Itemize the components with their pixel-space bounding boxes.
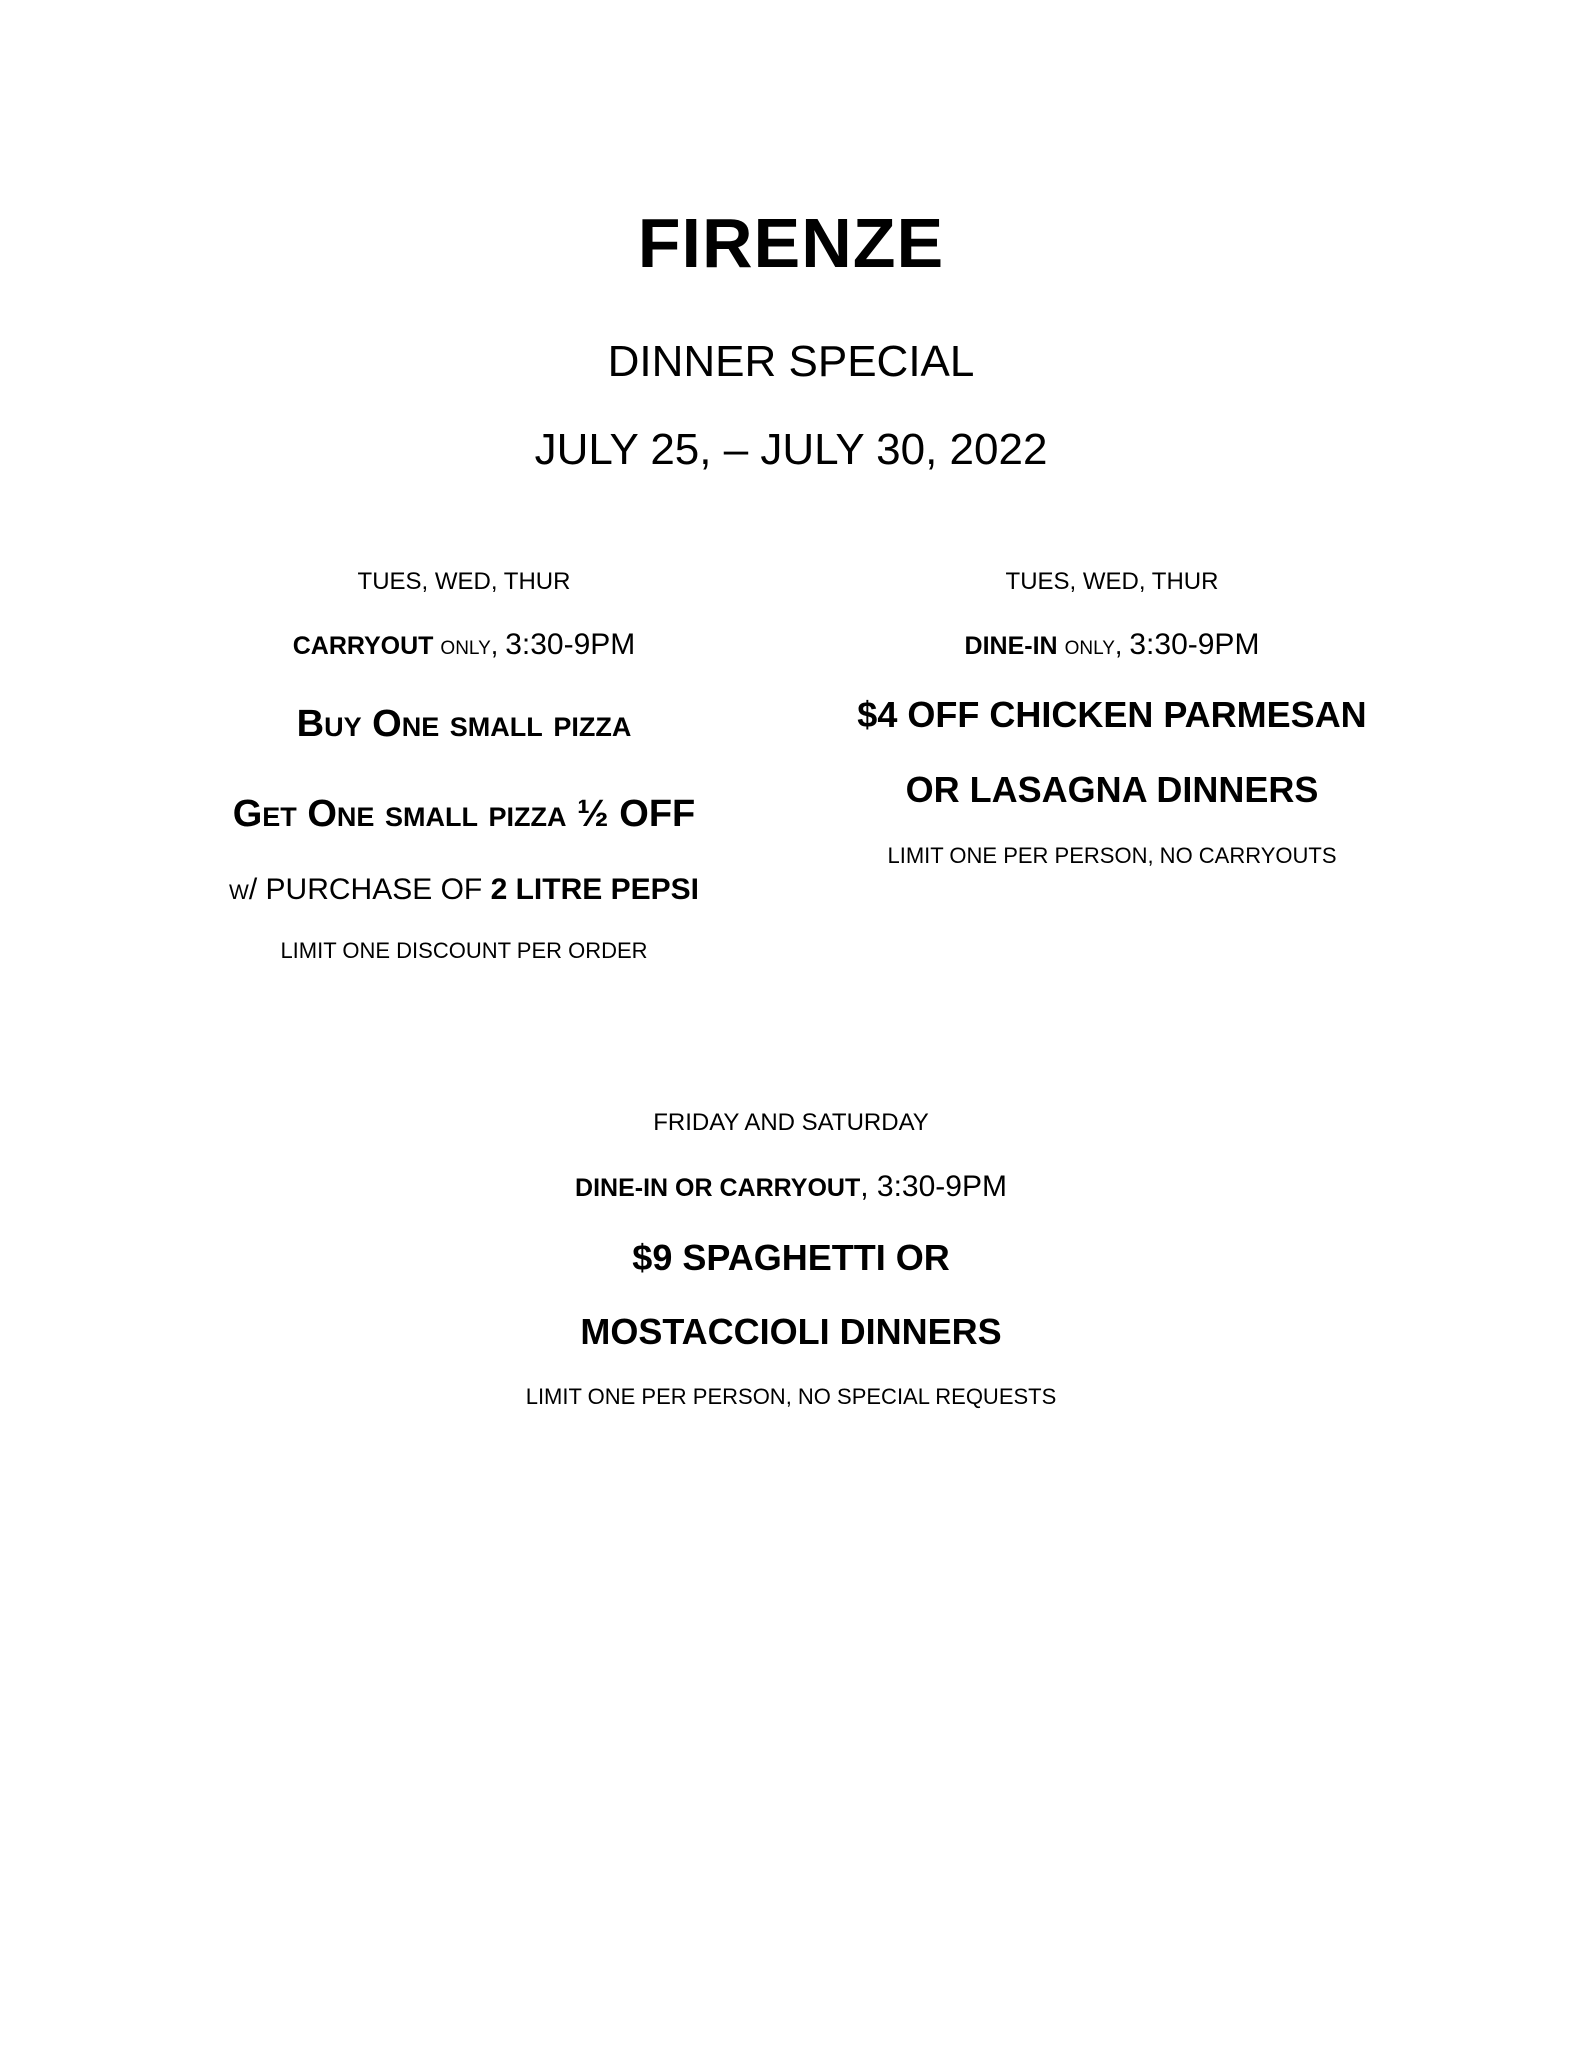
right-special-time: 3:30-9PM bbox=[1129, 628, 1260, 661]
left-special-purchase-item: 2 LITRE PEPSI bbox=[490, 873, 699, 906]
left-special-purchase-prefix: w/ bbox=[229, 873, 258, 906]
right-special-offer-line1: $4 OFF CHICKEN PARMESAN bbox=[857, 694, 1367, 735]
right-special-offer-line2: OR LASAGNA DINNERS bbox=[905, 769, 1319, 810]
left-special-purchase-text: PURCHASE OF bbox=[265, 873, 483, 906]
weekend-special-limit: LIMIT ONE PER PERSON, NO SPECIAL REQUESTS bbox=[525, 1384, 1057, 1409]
right-special-service: DINE-IN bbox=[964, 632, 1058, 660]
weekend-special-service: DINE-IN OR CARRYOUT bbox=[575, 1174, 861, 1202]
weekend-special-days: FRIDAY AND SATURDAY bbox=[653, 1109, 929, 1136]
weekend-special-offer-line2: MOSTACCIOLI DINNERS bbox=[580, 1311, 1002, 1352]
weekend-special-offer-line1: $9 SPAGHETTI OR bbox=[632, 1237, 950, 1278]
left-special-offer-line1: Buy One small pizza bbox=[296, 703, 632, 745]
left-special-service: CARRYOUT bbox=[292, 632, 434, 660]
weekend-special-hours bbox=[575, 1172, 1007, 1202]
left-special-limit: LIMIT ONE DISCOUNT PER ORDER bbox=[280, 938, 648, 963]
page-subtitle: DINNER SPECIAL bbox=[607, 337, 975, 386]
right-special-limit: LIMIT ONE PER PERSON, NO CARRYOUTS bbox=[887, 843, 1337, 868]
left-special-hours bbox=[293, 630, 636, 660]
weekend-special-time: , 3:30-9PM bbox=[860, 1170, 1007, 1203]
left-special-only: only, bbox=[440, 630, 499, 660]
right-special-hours bbox=[965, 630, 1260, 660]
left-special-offer-line2: Get One small pizza ½ OFF bbox=[232, 793, 696, 835]
left-special-purchase bbox=[229, 875, 699, 905]
restaurant-title: FIRENZE bbox=[637, 204, 945, 282]
left-special-days: TUES, WED, THUR bbox=[357, 568, 571, 595]
date-range: JULY 25, – JULY 30, 2022 bbox=[534, 425, 1048, 474]
left-special-time: 3:30-9PM bbox=[505, 628, 636, 661]
right-special-days: TUES, WED, THUR bbox=[1005, 568, 1219, 595]
right-special-only: only, bbox=[1064, 630, 1123, 660]
